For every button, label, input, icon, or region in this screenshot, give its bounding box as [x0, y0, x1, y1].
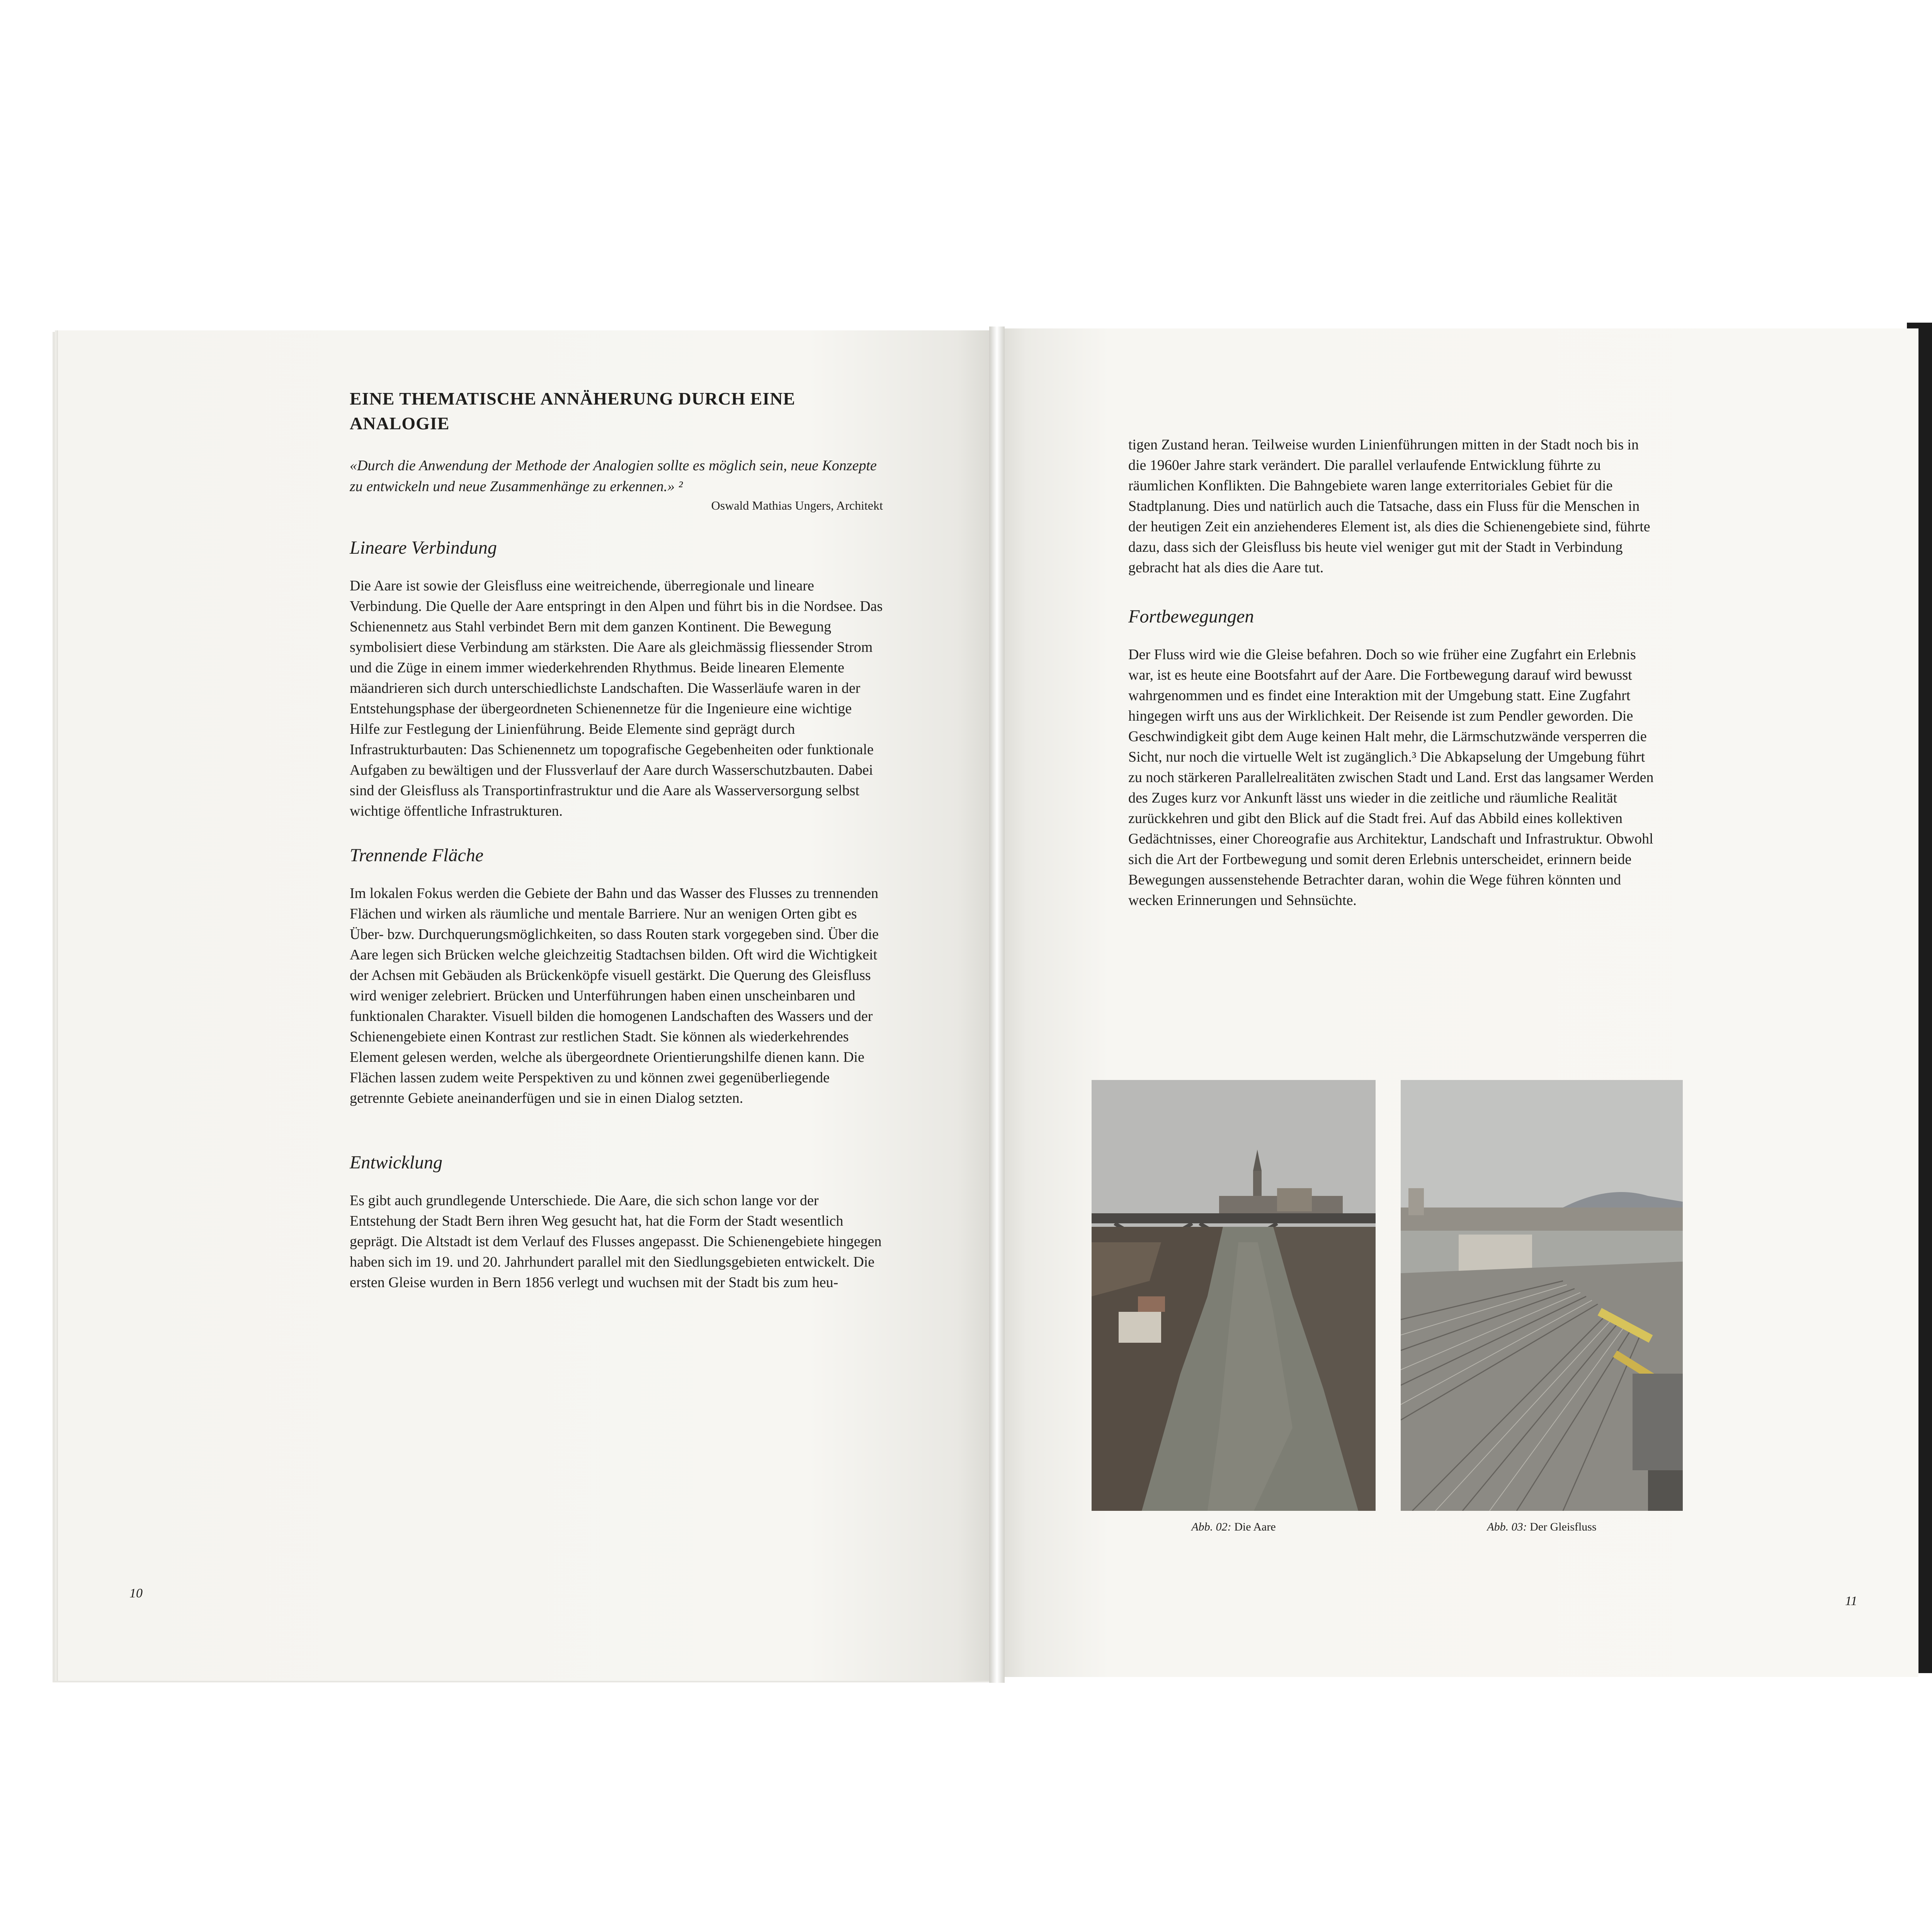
section-text-entwicklung: Es gibt auch grundlegende Unterschiede. Die Aare, die sich schon lange vor der Entstehung der Stadt Bern ihren Weg gesucht hat, hat die Form der Stadt wesentlich geprägt. Die Altstadt ist dem Verlauf des Flusses angepasst. Die Schienengebiete hingegen haben sich im 19. und 20. Jahrhundert parallel mit den Siedlungsgebieten entwickelt. Die ersten Gleise wurden in Bern 1856 verlegt und wuchsen mit der Stadt bis zum heu-	[350, 1192, 882, 1291]
photo-gleisfluss-tracks	[1401, 1080, 1683, 1511]
page-heading: EINE THEMATISCHE ANNÄHERUNG DURCH EINE ANALOGIE	[350, 389, 796, 433]
figure-caption-text-aare: Die Aare	[1234, 1520, 1276, 1533]
figure-label-aare: Abb. 02:	[1191, 1520, 1231, 1533]
river-photo-image	[1092, 1080, 1376, 1511]
page-number-left: 10	[129, 1586, 143, 1600]
left-text-column	[350, 386, 883, 1293]
figure-caption-gleisfluss	[1401, 1520, 1683, 1534]
figure-caption-text-gleisfluss: Der Gleisfluss	[1530, 1520, 1597, 1533]
continued-text: tigen Zustand heran. Teilweise wurden Linienführungen mitten in der Stadt noch bis in die 1960er Jahre stark verändert. Die parallel verlaufende Entwicklung führte zu räumlichen Konflikten. Die Bahngebiete waren lange exterritoriales Gebiet für die Stadtplanung. Dies und natürlich auch die Tatsache, dass ein Fluss für die Menschen in der heutigen Zeit ein anziehenderes Element ist, als dies die Schienengebiete sind, führte dazu, dass sich der Gleisfluss bis heute viel weniger gut mit der Stadt in Verbindung gebracht hat als dies die Aare tut.	[1128, 437, 1650, 576]
section-title-entwicklung: Entwicklung	[350, 1152, 442, 1173]
section-title-lineare-verbindung: Lineare Verbindung	[350, 537, 497, 558]
section-text-lineare-verbindung: Die Aare ist sowie der Gleisfluss eine weitreichende, überregionale und lineare Verbindung. Die Quelle der Aare entspringt in den Alpen und führt bis in die Nordsee. Das Schienennetz aus Stahl verbindet Bern mit dem ganzen Kontinent. Die Bewegung symbolisiert diese Verbindung am stärksten. Die Aare als gleichmässig fliessender Strom und die Züge in einem immer wiederkehrenden Rhythmus. Beide linearen Elemente mäandrieren sich durch unterschiedlichste Landschaften. Die Wasserläufe waren in der Entstehungsphase der übergeordneten Schienennetze für die Ingenieure eine wichtige Hilfe zur Festlegung der Linienführung. Beide Elemente sind geprägt durch Infrastrukturbauten: Das Schienennetz um topografische Gegebenheiten oder funktionale Aufgaben zu bewältigen und der Flussverlauf der Aare durch Wasserschutzbauten. Dabei sind der Gleisfluss als Transportinfrastruktur und die Aare als Wasserversorgung selbst wichtige öffentliche Infrastrukturen.	[350, 578, 883, 819]
book-gutter	[989, 327, 1005, 1683]
tracks-photo-image	[1401, 1080, 1683, 1511]
figure-caption-aare	[1092, 1520, 1376, 1534]
photo-aare-river	[1092, 1080, 1376, 1511]
quote-attribution: Oswald Mathias Ungers, Architekt	[711, 498, 883, 512]
section-title-trennende-flaeche: Trennende Fläche	[350, 845, 484, 866]
figure-label-gleisfluss: Abb. 03:	[1487, 1520, 1527, 1533]
right-text-column	[1128, 435, 1654, 911]
page-number-right: 11	[1845, 1594, 1857, 1608]
section-text-fortbewegungen: Der Fluss wird wie die Gleise befahren. Doch so wie früher eine Zugfahrt ein Erlebnis war, ist es heute eine Bootsfahrt auf der Aare. Die Fortbewegung darauf wird bewusst wahrgenommen und es findet eine Interaktion mit der Umgebung statt. Eine Zugfahrt hingegen wirft uns aus der Wirklichkeit. Der Reisende ist zum Pendler geworden. Die Geschwindigkeit gibt dem Auge keinen Halt mehr, die Lärmschutzwände versperren die Sicht, nur noch die virtuelle Welt ist zugänglich.³ Die Abkapselung der Umgebung führt zu noch stärkeren Parallelrealitäten zwischen Stadt und Land. Erst das langsamer Werden des Zuges kurz vor Ankunft lässt uns wieder in die zeitliche und räumliche Realität zurückkehren und gibt den Blick auf die Stadt frei. Auf das Abbild eines kollektiven Gedächtnisses, einer Choreografie aus Architektur, Landschaft und Infrastruktur. Obwohl sich die Art der Fortbewegung und somit deren Erlebnis unterscheidet, erinnern beide Bewegungen aussenstehende Betrachter daran, wohin die Wege führen könnten und wecken Erinnerungen und Sehnsüchte.	[1128, 646, 1654, 908]
section-text-trennende-flaeche: Im lokalen Fokus werden die Gebiete der Bahn und das Wasser des Flusses zu trennenden Flächen und wirken als räumliche und mentale Barriere. Nur an wenigen Orten gibt es Über- bzw. Durchquerungsmöglichkeiten, so dass Routen stark vorgegeben sind. Über die Aare legen sich Brücken welche gleichzeitig Stadtachsen bilden. Oft wird die Wichtigkeit der Achsen mit Gebäuden als Brückenköpfe visuell gestärkt. Die Querung des Gleisfluss wird weniger zelebriert. Brücken und Unterführungen haben einen unscheinbaren und funktionalen Charakter. Visuell bilden die homogenen Landschaften des Wassers und der Schienengebiete einen Kontrast zur restlichen Stadt. Sie können als wiederkehrendes Element gelesen werden, welche als übergeordnete Orientierungshilfe dienen kann. Die Flächen lassen zudem weite Perspektiven zu und können zwei gegenüberliegende getrennte Gebiete aneinanderfügen und sie in einen Dialog setzten.	[350, 885, 879, 1106]
section-title-fortbewegungen: Fortbewegungen	[1128, 606, 1254, 627]
epigraph-quote: «Durch die Anwendung der Methode der Analogien sollte es möglich sein, neue Konzepte zu entwickeln und neue Zusammenhänge zu erkennen.» ²	[350, 457, 877, 495]
